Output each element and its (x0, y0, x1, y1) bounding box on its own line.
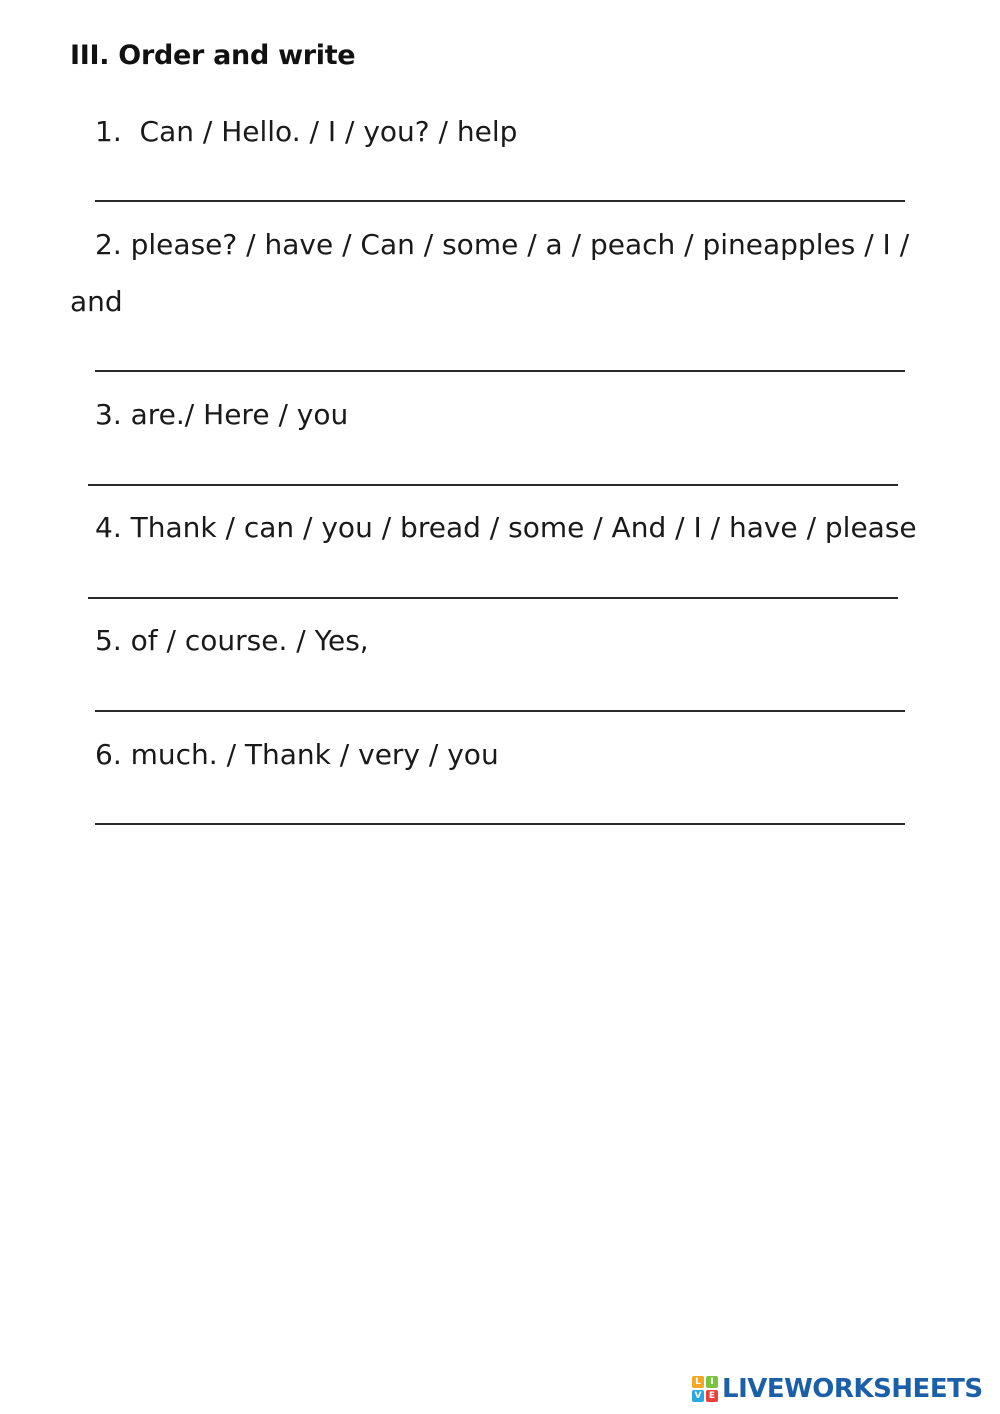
item-number: 6. (95, 738, 122, 771)
brand-name: LIVEWORKSHEETS (722, 1374, 983, 1404)
item-prompt-continuation: and (70, 285, 123, 318)
item-prompt: much. / Thank / very / you (130, 738, 499, 771)
item-prompt: are./ Here / you (130, 398, 349, 431)
item-prompt: Can / Hello. / I / you? / help (139, 115, 518, 148)
item-prompt: of / course. / Yes, (130, 624, 369, 657)
logo-tile-v: V (692, 1390, 704, 1402)
answer-line-6[interactable] (95, 823, 905, 825)
logo-tile-i: I (706, 1376, 718, 1388)
answer-line-5[interactable] (95, 710, 905, 712)
item-prompt: Thank / can / you / bread / some / And / I / have / please (130, 511, 917, 544)
exercise-item-3 (95, 398, 349, 431)
answer-line-4[interactable] (88, 597, 898, 599)
logo-tile-e: E (706, 1390, 718, 1402)
answer-line-3[interactable] (88, 484, 898, 486)
exercise-item-5 (95, 624, 369, 657)
exercise-item-1 (95, 115, 518, 148)
liveworksheets-brand (692, 1374, 983, 1404)
item-prompt: please? / have / Can / some / a / peach / pineapples / I / (130, 228, 910, 261)
item-number: 5. (95, 624, 122, 657)
exercise-item-2 (95, 228, 910, 261)
liveworksheets-logo-icon (692, 1376, 718, 1402)
section-heading: III. Order and write (70, 40, 356, 71)
answer-line-1[interactable] (95, 200, 905, 202)
item-number: 1. (95, 115, 122, 148)
exercise-item-6 (95, 738, 499, 771)
item-number: 2. (95, 228, 122, 261)
logo-tile-l: L (692, 1376, 704, 1388)
exercise-item-4 (95, 511, 917, 544)
item-number: 3. (95, 398, 122, 431)
answer-line-2[interactable] (95, 370, 905, 372)
item-number: 4. (95, 511, 122, 544)
